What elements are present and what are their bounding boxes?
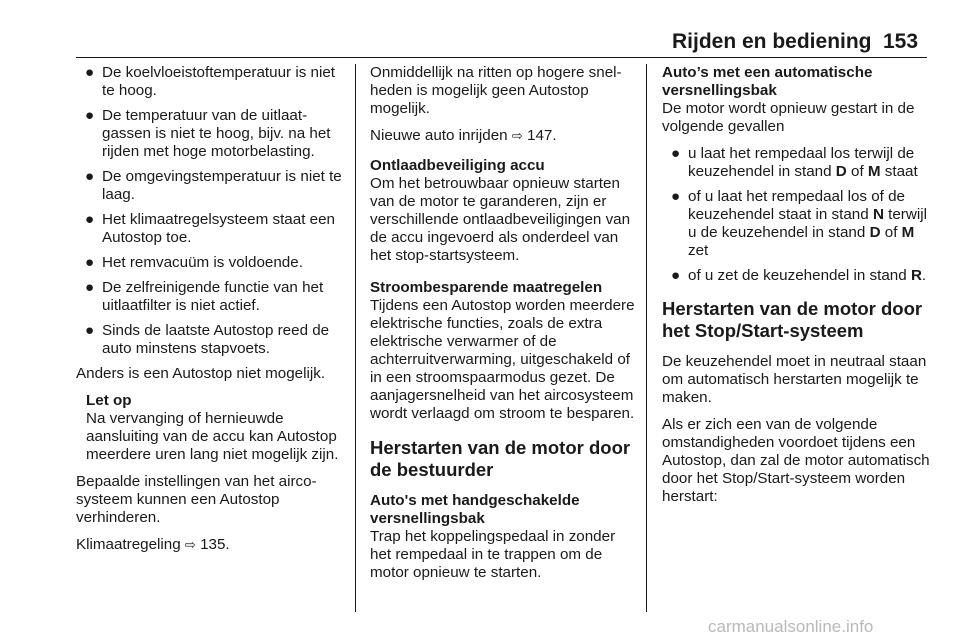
bullet-icon: ● [85, 211, 95, 228]
list-item: ● De omgevingstemperatuur is niet te laag. [85, 168, 342, 203]
subheading: Stroombesparende maatregelen [370, 279, 603, 296]
column-1 [76, 64, 348, 563]
bullet-icon: ● [85, 254, 95, 271]
page-number: 153 [883, 30, 919, 53]
paragraph: Trap het koppelingspedaal in zonder het rempedaal in te trappen om de motor opnieuw te starten. [370, 528, 616, 581]
bullet-icon: ● [671, 145, 681, 162]
bullet-icon: ● [85, 279, 95, 296]
page-header [0, 0, 960, 60]
page-ref-link[interactable]: 135. [200, 536, 230, 553]
bullet-icon: ● [85, 168, 95, 185]
list-item: ● Het remvacuüm is voldoende. [85, 254, 303, 271]
paragraph: Onmiddellijk na ritten op hogere snelheden is mogelijk geen Autostop mogelijk. [370, 64, 622, 117]
subheading: Ontlaadbeveiliging accu [370, 157, 545, 174]
paragraph: Tijdens een Autostop worden meerdere elektrische functies, zoals de extra elektrische verwarmer of de achterruitverwarming, uitgeschakeld of in een stroomspaarmodus gezet. De aanjagersnelheid van het aircosysteem wordt verlaagd om stroom te besparen. [370, 297, 635, 422]
column-divider-2 [646, 64, 647, 612]
column-3 [662, 64, 930, 515]
paragraph: Om het betrouwbaar opnieuw starten van de motor te garanderen, zijn er verschillende ontlaadbeveiligingen van de accu ingevoerd als onderdeel van het stop-startsysteem. [370, 175, 631, 264]
list-item: ● Het klimaatregelsysteem staat een Autostop toe. [85, 211, 335, 246]
subheading: Auto's met handgeschakelde versnellingsbak [370, 492, 580, 527]
note-title: Let op [86, 392, 132, 409]
paragraph: Als er zich een van de volgende omstandigheden voordoet tijdens een Autostop, dan zal de motor automatisch door het Stop/Start-systeem worden herstart: [662, 416, 930, 505]
bullet-icon: ● [85, 64, 95, 81]
header-rule [76, 57, 927, 58]
watermark: carmanualsonline.info [708, 617, 874, 636]
page-ref-arrow-icon: ⇨ [184, 537, 196, 552]
list-item: ● De koelvloeistoftemperatuur is niet te hoog. [85, 64, 335, 99]
bullet-icon: ● [85, 322, 95, 339]
paragraph: De motor wordt opnieuw gestart in de volgende gevallen [662, 100, 915, 135]
bullet-icon: ● [85, 107, 95, 124]
section-heading: Herstarten van de motor door het Stop/Start-systeem [662, 298, 923, 341]
cross-reference[interactable]: Klimaatregeling ⇨ 135. [76, 536, 230, 553]
page-ref-arrow-icon: ⇨ [511, 128, 523, 143]
cross-reference[interactable]: Nieuwe auto inrijden ⇨ 147. [370, 127, 557, 144]
running-title: Rijden en bediening [672, 30, 872, 53]
bullet-icon: ● [671, 188, 681, 205]
list-item: ● De temperatuur van de uitlaatgassen is niet te hoog, bijv. na het rijden met hoge motorbelasting. [85, 107, 331, 160]
column-divider-1 [355, 64, 356, 612]
column-2 [370, 64, 635, 591]
paragraph: Anders is een Autostop niet mogelijk. [76, 365, 326, 382]
section-heading: Herstarten van de motor door de bestuurder [370, 437, 631, 480]
paragraph: Bepaalde instellingen van het aircosysteem kunnen een Autostop verhinderen. [76, 473, 317, 526]
note-text: Na vervanging of hernieuwde aansluiting van de accu kan Autostop meerdere uren lang niet mogelijk zijn. [86, 410, 339, 463]
list-item: ● Sinds de laatste Autostop reed de auto minstens stapvoets. [85, 322, 330, 357]
list-item: ● u laat het rempedaal los terwijl de keuzehendel in stand D of M staat [671, 145, 918, 180]
list-item: ● De zelfreinigende functie van het uitlaatfilter is niet actief. [85, 279, 324, 314]
page-ref-link[interactable]: 147. [527, 127, 557, 144]
bullet-icon: ● [671, 267, 681, 284]
list-item: ● of u laat het rempedaal los of de keuzehendel staat in stand N terwijl u de keuzehendel in stand D of M zet [671, 188, 927, 259]
list-item: ● of u zet de keuzehendel in stand R. [671, 267, 927, 284]
note-box [76, 392, 348, 464]
paragraph: De keuzehendel moet in neutraal staan om automatisch herstarten mogelijk te maken. [662, 353, 927, 406]
subheading: Auto’s met een automatische versnellingsbak [662, 64, 873, 99]
